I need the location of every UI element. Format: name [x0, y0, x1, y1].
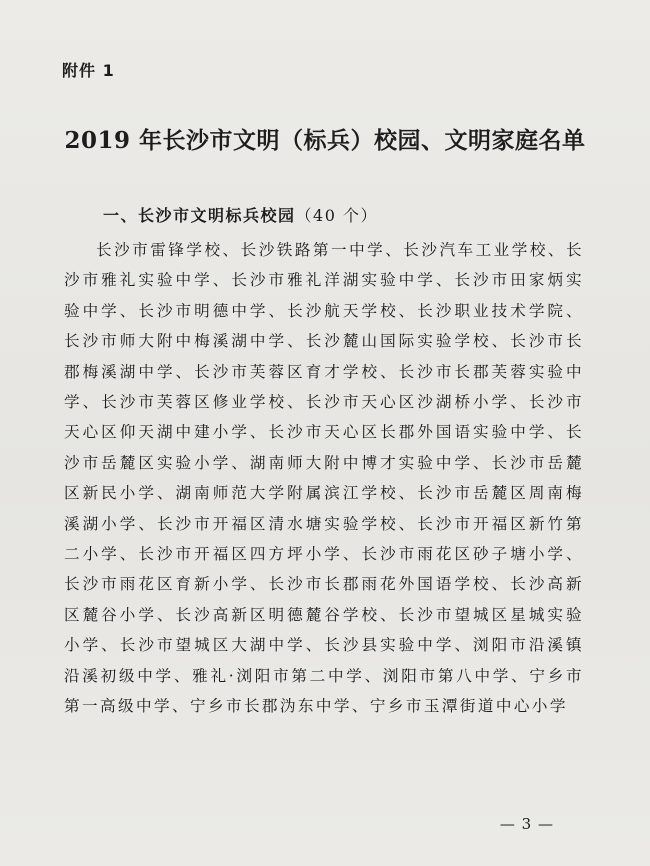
document-title: 2019 年长沙市文明（标兵）校园、文明家庭名单 [64, 127, 586, 154]
page-number: — 3 — [499, 815, 554, 833]
school-list-paragraph: 长沙市雷锋学校、长沙铁路第一中学、长沙汽车工业学校、长沙市雅礼实验中学、长沙市雅礼洋湖实验中学、长沙市田家炳实验中学、长沙市明德中学、长沙航天学校、长沙职业技术学院、长沙市师大附中梅溪湖中学、长沙麓山国际实验学校、长沙市长郡梅溪湖中学、长沙市芙蓉区育才学校、长沙市长郡芙蓉实验中学、长沙市芙蓉区修业学校、长沙市天心区沙湖桥小学、长沙市天心区仰天湖中建小学、长沙市天心区长郡外国语实验中学、长沙市岳麓区实验小学、湖南师大附中博才实验中学、长沙市岳麓区新民小学、湖南师范大学附属滨江学校、长沙市岳麓区周南梅溪湖小学、长沙市开福区清水塘实验学校、长沙市开福区新竹第二小学、长沙市开福区四方坪小学、长沙市雨花区砂子塘小学、长沙市雨花区育新小学、长沙市长郡雨花外国语学校、长沙高新区麓谷小学、长沙高新区明德麓谷学校、长沙市望城区星城实验小学、长沙市望城区大湖中学、长沙县实验中学、浏阳市沿溪镇沿溪初级中学、雅礼·浏阳市第二中学、浏阳市第八中学、宁乡市第一高级中学、宁乡市长郡沩东中学、宁乡市玉潭街道中心小学 [64, 241, 584, 716]
section-count: （40 个） [295, 206, 378, 225]
section-heading [103, 203, 378, 226]
attachment-label: 附件 1 [62, 61, 115, 80]
section-heading-text: 一、长沙市文明标兵校园 [103, 206, 296, 225]
